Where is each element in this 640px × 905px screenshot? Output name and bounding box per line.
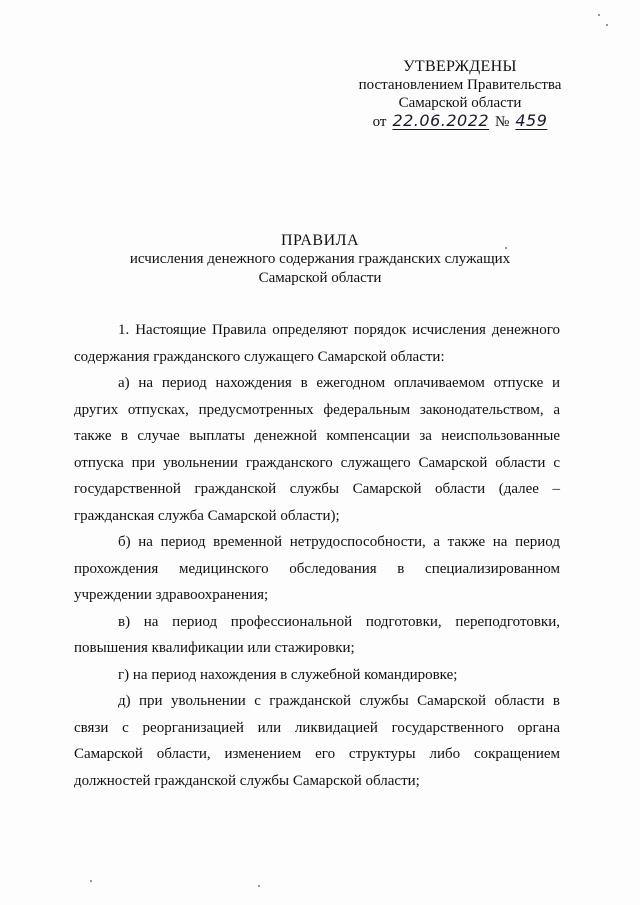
approval-line-2: Самарской области (398, 95, 522, 111)
number-sign: № (495, 114, 510, 130)
handwritten-date: 22.06.2022 (392, 111, 490, 130)
approval-line-1: постановлением Правительства (358, 77, 562, 93)
approval-block (340, 58, 580, 131)
approval-date-number-row (340, 112, 580, 131)
paragraph-d: д) при увольнении с гражданской службы Самарской области в связи с реорганизацией или ликвидацией государственного органа Самарской области, изменением его структуры либо сокращением должностей гражданской службы Самарской области; (74, 693, 560, 789)
scan-speck (505, 247, 507, 249)
paragraph-g: г) на период нахождения в служебной командировке; (118, 666, 458, 683)
document-title (0, 231, 640, 288)
title-line-2: Самарской области (258, 270, 382, 286)
title-line-1: исчисления денежного содержания гражданских служащих (129, 251, 511, 267)
date-prefix: от (372, 114, 387, 130)
scan-speck (258, 885, 260, 887)
title-rules: ПРАВИЛА (280, 232, 360, 249)
handwritten-number: 459 (515, 111, 548, 130)
approval-heading: УТВЕРЖДЕНЫ (403, 58, 517, 75)
paragraph-v: в) на период профессиональной подготовки, переподготовки, повышения квалификации или стажировки; (74, 613, 560, 656)
document-body (74, 317, 560, 794)
scan-speck (90, 880, 92, 882)
scan-speck (598, 14, 600, 16)
paragraph-b: б) на период временной нетрудоспособности, а также на период прохождения медицинского обследования в специализированном учреждении здравоохранения; (74, 534, 560, 603)
paragraph-1: 1. Настоящие Правила определяют порядок исчисления денежного содержания гражданского служащего Самарской области: (74, 322, 560, 365)
paragraph-a: а) на период нахождения в ежегодном оплачиваемом отпуске и других отпусках, предусмотренных федеральным законодательством, а также в случае выплаты денежной компенсации за неиспользованные отпуска при увольнении гражданского служащего Самарской области с государственной гражданской службы Самарской области (далее – гражданская служба Самарской области); (74, 375, 560, 524)
scan-speck (606, 24, 608, 26)
